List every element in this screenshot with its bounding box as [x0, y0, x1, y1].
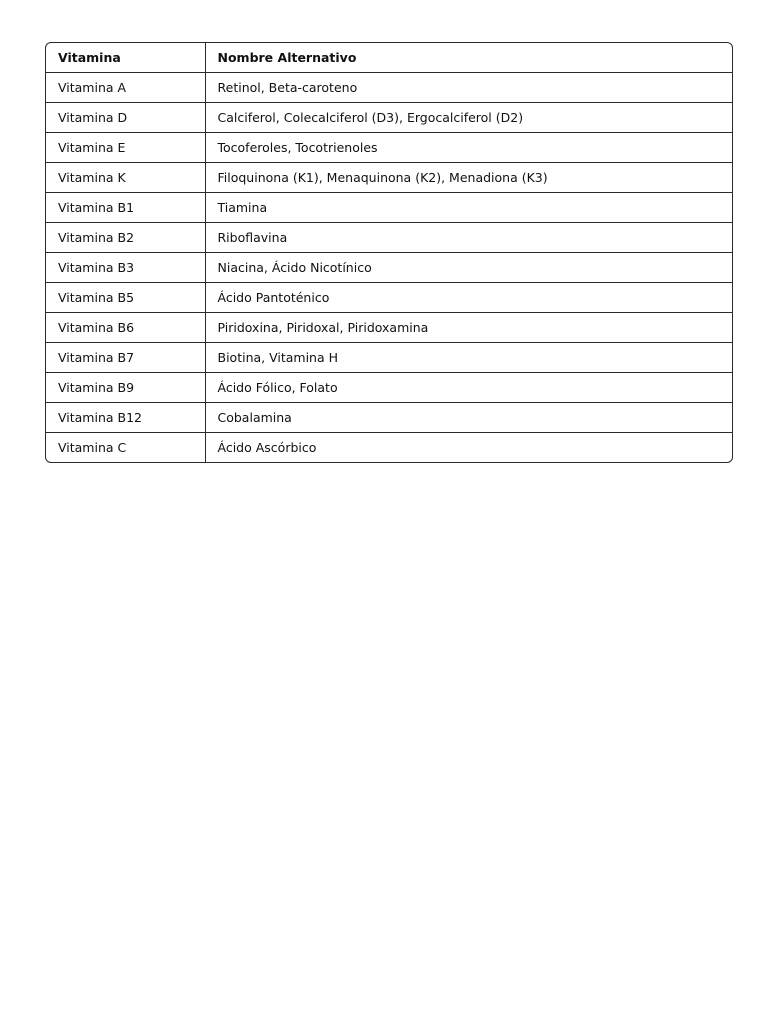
vitamin-table-container [45, 42, 733, 463]
table-body [46, 73, 732, 463]
vitamin-name-cell: Vitamina B1 [46, 193, 205, 223]
alternative-name-cell: Filoquinona (K1), Menaquinona (K2), Menadiona (K3) [205, 163, 732, 193]
table-row [46, 133, 732, 163]
vitamin-name-cell: Vitamina K [46, 163, 205, 193]
alternative-name-cell: Ácido Pantoténico [205, 283, 732, 313]
alternative-name-cell: Calciferol, Colecalciferol (D3), Ergocalciferol (D2) [205, 103, 732, 133]
vitamin-name-cell: Vitamina B2 [46, 223, 205, 253]
table-row [46, 253, 732, 283]
table-row [46, 73, 732, 103]
table-header-row [46, 43, 732, 73]
table-row [46, 373, 732, 403]
table-row [46, 343, 732, 373]
table-row [46, 103, 732, 133]
vitamin-name-cell: Vitamina B9 [46, 373, 205, 403]
alternative-name-cell: Tocoferoles, Tocotrienoles [205, 133, 732, 163]
vitamin-name-cell: Vitamina B5 [46, 283, 205, 313]
vitamin-table [46, 43, 732, 462]
table-row [46, 163, 732, 193]
vitamin-name-cell: Vitamina C [46, 433, 205, 463]
alternative-name-cell: Biotina, Vitamina H [205, 343, 732, 373]
table-row [46, 283, 732, 313]
table-row [46, 313, 732, 343]
column-header-nombre-alternativo: Nombre Alternativo [205, 43, 732, 73]
table-row [46, 223, 732, 253]
alternative-name-cell: Ácido Ascórbico [217, 440, 317, 455]
column-header-vitamina: Vitamina [46, 43, 205, 73]
vitamin-name-cell: Vitamina B12 [46, 403, 205, 433]
vitamin-name-cell: Vitamina A [46, 73, 205, 103]
alternative-name-cell: Retinol, Beta-caroteno [205, 73, 732, 103]
table-row [46, 403, 732, 433]
vitamin-name-cell: Vitamina B7 [46, 343, 205, 373]
alternative-name-cell: Riboflavina [205, 223, 732, 253]
table-row [46, 433, 732, 463]
vitamin-name-cell: Vitamina B6 [46, 313, 205, 343]
alternative-name-cell: Tiamina [205, 193, 732, 223]
table-row [46, 193, 732, 223]
table-header [46, 43, 732, 73]
vitamin-name-cell: Vitamina E [46, 133, 205, 163]
vitamin-name-cell: Vitamina D [46, 103, 205, 133]
vitamin-name-cell: Vitamina B3 [46, 253, 205, 283]
alternative-name-cell: Ácido Fólico, Folato [205, 373, 732, 403]
alternative-name-cell: Niacina, Ácido Nicotínico [205, 253, 732, 283]
alternative-name-cell: Piridoxina, Piridoxal, Piridoxamina [205, 313, 732, 343]
alternative-name-cell: Cobalamina [205, 403, 732, 433]
